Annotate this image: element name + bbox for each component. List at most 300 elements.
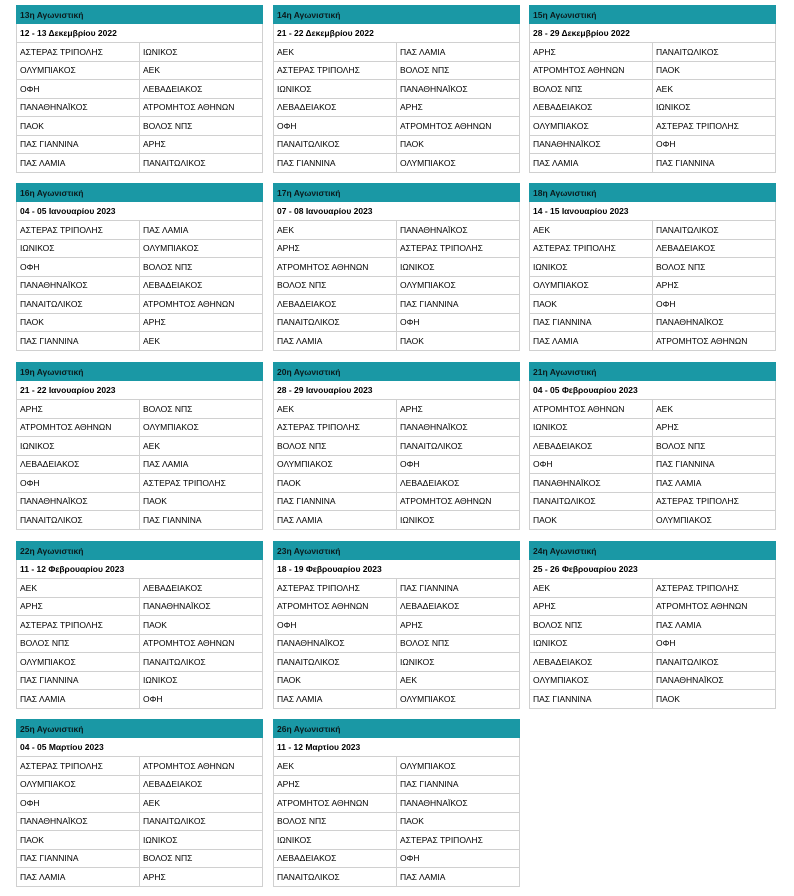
home-team: ΒΟΛΟΣ ΝΠΣ bbox=[17, 634, 140, 653]
match-row bbox=[17, 418, 263, 437]
match-row bbox=[274, 634, 520, 653]
round-date: 07 - 08 Ιανουαρίου 2023 bbox=[274, 202, 520, 221]
away-team: ΑΤΡΟΜΗΤΟΣ ΑΘΗΝΩΝ bbox=[140, 98, 263, 117]
match-row bbox=[17, 474, 263, 493]
away-team: ΑΕΚ bbox=[653, 400, 776, 419]
away-team: ΠΑΣ ΛΑΜΙΑ bbox=[397, 43, 520, 62]
away-team: ΠΑΝΑΘΗΝΑΪΚΟΣ bbox=[397, 794, 520, 813]
match-row bbox=[17, 437, 263, 456]
home-team: ΑΡΗΣ bbox=[530, 43, 653, 62]
match-row bbox=[17, 831, 263, 850]
home-team: ΑΣΤΕΡΑΣ ΤΡΙΠΟΛΗΣ bbox=[17, 616, 140, 635]
home-team: ΑΣΤΕΡΑΣ ΤΡΙΠΟΛΗΣ bbox=[17, 221, 140, 240]
match-row bbox=[274, 313, 520, 332]
home-team: ΟΦΗ bbox=[17, 794, 140, 813]
match-row bbox=[530, 690, 776, 709]
match-row bbox=[274, 775, 520, 794]
home-team: ΠΑΝΑΘΗΝΑΪΚΟΣ bbox=[17, 98, 140, 117]
home-team: ΛΕΒΑΔΕΙΑΚΟΣ bbox=[17, 455, 140, 474]
away-team: ΒΟΛΟΣ ΝΠΣ bbox=[140, 849, 263, 868]
round-title: 26η Αγωνιστική bbox=[274, 720, 520, 738]
home-team: ΟΦΗ bbox=[274, 616, 397, 635]
away-team: ΠΑΝΑΙΤΩΛΙΚΟΣ bbox=[140, 154, 263, 173]
home-team: ΑΤΡΟΜΗΤΟΣ ΑΘΗΝΩΝ bbox=[17, 418, 140, 437]
home-team: ΠΑΟΚ bbox=[17, 117, 140, 136]
match-row bbox=[17, 757, 263, 776]
home-team: ΑΕΚ bbox=[530, 579, 653, 598]
home-team: ΙΩΝΙΚΟΣ bbox=[17, 239, 140, 258]
home-team: ΒΟΛΟΣ ΝΠΣ bbox=[530, 616, 653, 635]
away-team: ΠΑΝΑΘΗΝΑΪΚΟΣ bbox=[397, 418, 520, 437]
home-team: ΠΑΝΑΘΗΝΑΪΚΟΣ bbox=[17, 276, 140, 295]
home-team: ΟΦΗ bbox=[17, 80, 140, 99]
match-row bbox=[274, 492, 520, 511]
away-team: ΒΟΛΟΣ ΝΠΣ bbox=[653, 437, 776, 456]
match-row bbox=[17, 276, 263, 295]
round-date: 28 - 29 Ιανουαρίου 2023 bbox=[274, 381, 520, 400]
away-team: ΠΑΟΚ bbox=[140, 616, 263, 635]
home-team: ΠΑΣ ΛΑΜΙΑ bbox=[274, 690, 397, 709]
match-row bbox=[274, 239, 520, 258]
home-team: ΟΛΥΜΠΙΑΚΟΣ bbox=[530, 671, 653, 690]
away-team: ΠΑΝΑΘΗΝΑΪΚΟΣ bbox=[140, 597, 263, 616]
away-team: ΠΑΟΚ bbox=[653, 690, 776, 709]
home-team: ΟΛΥΜΠΙΑΚΟΣ bbox=[530, 276, 653, 295]
away-team: ΟΛΥΜΠΙΑΚΟΣ bbox=[397, 690, 520, 709]
match-row bbox=[274, 437, 520, 456]
match-row bbox=[530, 295, 776, 314]
round-title: 21η Αγωνιστική bbox=[530, 363, 776, 381]
match-row bbox=[530, 221, 776, 240]
home-team: ΑΤΡΟΜΗΤΟΣ ΑΘΗΝΩΝ bbox=[530, 61, 653, 80]
round-title: 19η Αγωνιστική bbox=[17, 363, 263, 381]
round-table bbox=[16, 183, 263, 351]
home-team: ΟΦΗ bbox=[530, 455, 653, 474]
home-team: ΛΕΒΑΔΕΙΑΚΟΣ bbox=[530, 653, 653, 672]
home-team: ΠΑΣ ΛΑΜΙΑ bbox=[274, 332, 397, 351]
away-team: ΛΕΒΑΔΕΙΑΚΟΣ bbox=[140, 579, 263, 598]
away-team: ΑΡΗΣ bbox=[397, 98, 520, 117]
match-row bbox=[274, 61, 520, 80]
match-row bbox=[530, 671, 776, 690]
away-team: ΑΡΗΣ bbox=[397, 616, 520, 635]
away-team: ΠΑΝΑΙΤΩΛΙΚΟΣ bbox=[653, 653, 776, 672]
away-team: ΑΡΗΣ bbox=[653, 418, 776, 437]
home-team: ΒΟΛΟΣ ΝΠΣ bbox=[530, 80, 653, 99]
home-team: ΠΑΣ ΛΑΜΙΑ bbox=[17, 868, 140, 887]
round-date: 11 - 12 Φεβρουαρίου 2023 bbox=[17, 560, 263, 579]
home-team: ΛΕΒΑΔΕΙΑΚΟΣ bbox=[530, 98, 653, 117]
away-team: ΟΛΥΜΠΙΑΚΟΣ bbox=[397, 276, 520, 295]
match-row bbox=[530, 98, 776, 117]
round-title: 15η Αγωνιστική bbox=[530, 6, 776, 24]
round-title: 16η Αγωνιστική bbox=[17, 184, 263, 202]
home-team: ΛΕΒΑΔΕΙΑΚΟΣ bbox=[274, 849, 397, 868]
home-team: ΑΤΡΟΜΗΤΟΣ ΑΘΗΝΩΝ bbox=[274, 258, 397, 277]
away-team: ΒΟΛΟΣ ΝΠΣ bbox=[140, 258, 263, 277]
away-team: ΙΩΝΙΚΟΣ bbox=[140, 43, 263, 62]
round-title: 13η Αγωνιστική bbox=[17, 6, 263, 24]
match-row bbox=[17, 221, 263, 240]
away-team: ΑΣΤΕΡΑΣ ΤΡΙΠΟΛΗΣ bbox=[140, 474, 263, 493]
match-row bbox=[530, 437, 776, 456]
match-row bbox=[274, 831, 520, 850]
away-team: ΒΟΛΟΣ ΝΠΣ bbox=[140, 400, 263, 419]
away-team: ΛΕΒΑΔΕΙΑΚΟΣ bbox=[653, 239, 776, 258]
match-row bbox=[17, 80, 263, 99]
match-row bbox=[274, 43, 520, 62]
match-row bbox=[17, 616, 263, 635]
away-team: ΙΩΝΙΚΟΣ bbox=[397, 258, 520, 277]
away-team: ΛΕΒΑΔΕΙΑΚΟΣ bbox=[397, 474, 520, 493]
match-row bbox=[17, 579, 263, 598]
match-row bbox=[530, 61, 776, 80]
home-team: ΑΣΤΕΡΑΣ ΤΡΙΠΟΛΗΣ bbox=[17, 757, 140, 776]
round-table bbox=[273, 541, 520, 709]
round-date: 04 - 05 Φεβρουαρίου 2023 bbox=[530, 381, 776, 400]
match-row bbox=[17, 653, 263, 672]
match-row bbox=[530, 313, 776, 332]
away-team: ΑΤΡΟΜΗΤΟΣ ΑΘΗΝΩΝ bbox=[140, 634, 263, 653]
match-row bbox=[274, 221, 520, 240]
home-team: ΠΑΟΚ bbox=[274, 671, 397, 690]
home-team: ΠΑΟΚ bbox=[274, 474, 397, 493]
match-row bbox=[530, 616, 776, 635]
home-team: ΙΩΝΙΚΟΣ bbox=[17, 437, 140, 456]
match-row bbox=[17, 597, 263, 616]
away-team: ΑΣΤΕΡΑΣ ΤΡΙΠΟΛΗΣ bbox=[397, 239, 520, 258]
home-team: ΠΑΝΑΙΤΩΛΙΚΟΣ bbox=[17, 511, 140, 530]
away-team: ΑΣΤΕΡΑΣ ΤΡΙΠΟΛΗΣ bbox=[653, 117, 776, 136]
home-team: ΠΑΝΑΘΗΝΑΪΚΟΣ bbox=[530, 474, 653, 493]
home-team: ΑΕΚ bbox=[530, 221, 653, 240]
home-team: ΑΕΚ bbox=[274, 757, 397, 776]
away-team: ΑΣΤΕΡΑΣ ΤΡΙΠΟΛΗΣ bbox=[397, 831, 520, 850]
round-table bbox=[16, 5, 263, 173]
away-team: ΑΕΚ bbox=[397, 671, 520, 690]
match-row bbox=[17, 511, 263, 530]
match-row bbox=[274, 511, 520, 530]
match-row bbox=[274, 276, 520, 295]
home-team: ΑΡΗΣ bbox=[530, 597, 653, 616]
match-row bbox=[17, 400, 263, 419]
home-team: ΠΑΣ ΓΙΑΝΝΙΝΑ bbox=[274, 154, 397, 173]
home-team: ΒΟΛΟΣ ΝΠΣ bbox=[274, 812, 397, 831]
home-team: ΒΟΛΟΣ ΝΠΣ bbox=[274, 276, 397, 295]
match-row bbox=[530, 154, 776, 173]
home-team: ΟΦΗ bbox=[274, 117, 397, 136]
home-team: ΑΡΗΣ bbox=[17, 400, 140, 419]
away-team: ΟΛΥΜΠΙΑΚΟΣ bbox=[140, 239, 263, 258]
away-team: ΑΕΚ bbox=[653, 80, 776, 99]
match-row bbox=[530, 492, 776, 511]
home-team: ΟΛΥΜΠΙΑΚΟΣ bbox=[17, 653, 140, 672]
match-row bbox=[17, 117, 263, 136]
match-row bbox=[530, 597, 776, 616]
away-team: ΑΤΡΟΜΗΤΟΣ ΑΘΗΝΩΝ bbox=[140, 757, 263, 776]
away-team: ΠΑΣ ΓΙΑΝΝΙΝΑ bbox=[397, 579, 520, 598]
match-row bbox=[530, 135, 776, 154]
away-team: ΠΑΣ ΓΙΑΝΝΙΝΑ bbox=[140, 511, 263, 530]
match-row bbox=[530, 653, 776, 672]
away-team: ΠΑΟΚ bbox=[397, 332, 520, 351]
round-table bbox=[529, 183, 776, 351]
match-row bbox=[17, 313, 263, 332]
away-team: ΛΕΒΑΔΕΙΑΚΟΣ bbox=[397, 597, 520, 616]
match-row bbox=[17, 295, 263, 314]
match-row bbox=[17, 671, 263, 690]
away-team: ΟΦΗ bbox=[653, 634, 776, 653]
home-team: ΛΕΒΑΔΕΙΑΚΟΣ bbox=[274, 98, 397, 117]
home-team: ΠΑΝΑΙΤΩΛΙΚΟΣ bbox=[274, 653, 397, 672]
match-row bbox=[530, 332, 776, 351]
match-row bbox=[530, 258, 776, 277]
match-row bbox=[274, 455, 520, 474]
home-team: ΑΕΚ bbox=[17, 579, 140, 598]
away-team: ΛΕΒΑΔΕΙΑΚΟΣ bbox=[140, 80, 263, 99]
match-row bbox=[274, 757, 520, 776]
home-team: ΟΦΗ bbox=[17, 474, 140, 493]
round-title: 24η Αγωνιστική bbox=[530, 542, 776, 560]
home-team: ΠΑΣ ΛΑΜΙΑ bbox=[530, 332, 653, 351]
round-table bbox=[529, 5, 776, 173]
away-team: ΑΤΡΟΜΗΤΟΣ ΑΘΗΝΩΝ bbox=[397, 117, 520, 136]
away-team: ΠΑΣ ΛΑΜΙΑ bbox=[653, 474, 776, 493]
match-row bbox=[274, 154, 520, 173]
home-team: ΟΛΥΜΠΙΑΚΟΣ bbox=[274, 455, 397, 474]
away-team: ΠΑΟΚ bbox=[653, 61, 776, 80]
match-row bbox=[530, 80, 776, 99]
round-date: 21 - 22 Ιανουαρίου 2023 bbox=[17, 381, 263, 400]
match-row bbox=[274, 812, 520, 831]
match-row bbox=[274, 671, 520, 690]
away-team: ΟΦΗ bbox=[397, 455, 520, 474]
home-team: ΑΣΤΕΡΑΣ ΤΡΙΠΟΛΗΣ bbox=[274, 61, 397, 80]
away-team: ΑΡΗΣ bbox=[397, 400, 520, 419]
round-date: 21 - 22 Δεκεμβρίου 2022 bbox=[274, 24, 520, 43]
match-row bbox=[274, 418, 520, 437]
home-team: ΠΑΣ ΓΙΑΝΝΙΝΑ bbox=[274, 492, 397, 511]
away-team: ΑΣΤΕΡΑΣ ΤΡΙΠΟΛΗΣ bbox=[653, 579, 776, 598]
home-team: ΑΤΡΟΜΗΤΟΣ ΑΘΗΝΩΝ bbox=[274, 794, 397, 813]
home-team: ΠΑΝΑΙΤΩΛΙΚΟΣ bbox=[274, 313, 397, 332]
away-team: ΑΡΗΣ bbox=[140, 868, 263, 887]
away-team: ΑΡΗΣ bbox=[653, 276, 776, 295]
away-team: ΠΑΟΚ bbox=[397, 812, 520, 831]
home-team: ΠΑΟΚ bbox=[17, 313, 140, 332]
home-team: ΟΛΥΜΠΙΑΚΟΣ bbox=[17, 61, 140, 80]
match-row bbox=[17, 455, 263, 474]
match-row bbox=[274, 98, 520, 117]
away-team: ΠΑΣ ΛΑΜΙΑ bbox=[397, 868, 520, 887]
away-team: ΟΦΗ bbox=[397, 849, 520, 868]
round-date: 04 - 05 Ιανουαρίου 2023 bbox=[17, 202, 263, 221]
away-team: ΠΑΟΚ bbox=[140, 492, 263, 511]
home-team: ΠΑΣ ΓΙΑΝΝΙΝΑ bbox=[17, 332, 140, 351]
match-row bbox=[274, 690, 520, 709]
away-team: ΠΑΝΑΙΤΩΛΙΚΟΣ bbox=[140, 812, 263, 831]
home-team: ΠΑΝΑΘΗΝΑΪΚΟΣ bbox=[530, 135, 653, 154]
home-team: ΠΑΣ ΓΙΑΝΝΙΝΑ bbox=[17, 135, 140, 154]
away-team: ΟΛΥΜΠΙΑΚΟΣ bbox=[140, 418, 263, 437]
away-team: ΑΕΚ bbox=[140, 437, 263, 456]
match-row bbox=[530, 239, 776, 258]
round-date: 04 - 05 Μαρτίου 2023 bbox=[17, 738, 263, 757]
home-team: ΠΑΟΚ bbox=[17, 831, 140, 850]
home-team: ΙΩΝΙΚΟΣ bbox=[530, 258, 653, 277]
away-team: ΑΡΗΣ bbox=[140, 313, 263, 332]
away-team: ΛΕΒΑΔΕΙΑΚΟΣ bbox=[140, 775, 263, 794]
match-row bbox=[530, 418, 776, 437]
away-team: ΑΤΡΟΜΗΤΟΣ ΑΘΗΝΩΝ bbox=[140, 295, 263, 314]
match-row bbox=[17, 332, 263, 351]
round-table bbox=[16, 362, 263, 530]
round-table bbox=[529, 541, 776, 709]
home-team: ΙΩΝΙΚΟΣ bbox=[274, 831, 397, 850]
away-team: ΠΑΝΑΘΗΝΑΪΚΟΣ bbox=[397, 80, 520, 99]
match-row bbox=[530, 43, 776, 62]
match-row bbox=[17, 258, 263, 277]
match-row bbox=[274, 474, 520, 493]
home-team: ΑΡΗΣ bbox=[274, 775, 397, 794]
match-row bbox=[274, 135, 520, 154]
match-row bbox=[530, 455, 776, 474]
round-table bbox=[16, 719, 263, 887]
home-team: ΛΕΒΑΔΕΙΑΚΟΣ bbox=[530, 437, 653, 456]
match-row bbox=[530, 276, 776, 295]
home-team: ΛΕΒΑΔΕΙΑΚΟΣ bbox=[274, 295, 397, 314]
home-team: ΠΑΝΑΙΤΩΛΙΚΟΣ bbox=[274, 135, 397, 154]
round-date: 12 - 13 Δεκεμβρίου 2022 bbox=[17, 24, 263, 43]
home-team: ΠΑΣ ΓΙΑΝΝΙΝΑ bbox=[17, 671, 140, 690]
home-team: ΙΩΝΙΚΟΣ bbox=[530, 418, 653, 437]
round-table bbox=[16, 541, 263, 709]
round-table bbox=[273, 362, 520, 530]
away-team: ΠΑΟΚ bbox=[397, 135, 520, 154]
away-team: ΟΦΗ bbox=[140, 690, 263, 709]
home-team: ΠΑΝΑΙΤΩΛΙΚΟΣ bbox=[530, 492, 653, 511]
match-row bbox=[17, 61, 263, 80]
away-team: ΙΩΝΙΚΟΣ bbox=[140, 831, 263, 850]
round-date: 25 - 26 Φεβρουαρίου 2023 bbox=[530, 560, 776, 579]
match-row bbox=[17, 634, 263, 653]
match-row bbox=[530, 511, 776, 530]
away-team: ΠΑΝΑΘΗΝΑΪΚΟΣ bbox=[397, 221, 520, 240]
home-team: ΟΦΗ bbox=[17, 258, 140, 277]
match-row bbox=[274, 868, 520, 887]
match-row bbox=[17, 135, 263, 154]
home-team: ΠΑΟΚ bbox=[530, 511, 653, 530]
away-team: ΠΑΣ ΓΙΑΝΝΙΝΑ bbox=[653, 154, 776, 173]
away-team: ΑΤΡΟΜΗΤΟΣ ΑΘΗΝΩΝ bbox=[653, 597, 776, 616]
round-title: 14η Αγωνιστική bbox=[274, 6, 520, 24]
home-team: ΑΕΚ bbox=[274, 43, 397, 62]
match-row bbox=[530, 474, 776, 493]
away-team: ΠΑΝΑΘΗΝΑΪΚΟΣ bbox=[653, 671, 776, 690]
home-team: ΠΑΣ ΛΑΜΙΑ bbox=[530, 154, 653, 173]
match-row bbox=[530, 634, 776, 653]
home-team: ΙΩΝΙΚΟΣ bbox=[530, 634, 653, 653]
away-team: ΙΩΝΙΚΟΣ bbox=[397, 511, 520, 530]
round-table bbox=[529, 362, 776, 530]
home-team: ΑΣΤΕΡΑΣ ΤΡΙΠΟΛΗΣ bbox=[17, 43, 140, 62]
match-row bbox=[17, 98, 263, 117]
away-team: ΠΑΝΑΘΗΝΑΪΚΟΣ bbox=[653, 313, 776, 332]
round-table bbox=[273, 183, 520, 351]
home-team: ΑΡΗΣ bbox=[274, 239, 397, 258]
match-row bbox=[274, 849, 520, 868]
away-team: ΒΟΛΟΣ ΝΠΣ bbox=[397, 61, 520, 80]
match-row bbox=[530, 400, 776, 419]
away-team: ΟΦΗ bbox=[653, 295, 776, 314]
home-team: ΒΟΛΟΣ ΝΠΣ bbox=[274, 437, 397, 456]
away-team: ΑΡΗΣ bbox=[140, 135, 263, 154]
away-team: ΠΑΝΑΙΤΩΛΙΚΟΣ bbox=[653, 221, 776, 240]
home-team: ΠΑΝΑΘΗΝΑΪΚΟΣ bbox=[274, 634, 397, 653]
away-team: ΠΑΣ ΛΑΜΙΑ bbox=[653, 616, 776, 635]
match-row bbox=[17, 868, 263, 887]
match-row bbox=[17, 849, 263, 868]
away-team: ΠΑΣ ΛΑΜΙΑ bbox=[140, 455, 263, 474]
round-title: 20η Αγωνιστική bbox=[274, 363, 520, 381]
match-row bbox=[530, 579, 776, 598]
home-team: ΑΤΡΟΜΗΤΟΣ ΑΘΗΝΩΝ bbox=[530, 400, 653, 419]
away-team: ΑΤΡΟΜΗΤΟΣ ΑΘΗΝΩΝ bbox=[653, 332, 776, 351]
round-title: 17η Αγωνιστική bbox=[274, 184, 520, 202]
match-row bbox=[274, 258, 520, 277]
match-row bbox=[274, 579, 520, 598]
home-team: ΑΕΚ bbox=[274, 400, 397, 419]
home-team: ΑΕΚ bbox=[274, 221, 397, 240]
match-row bbox=[17, 239, 263, 258]
home-team: ΠΑΣ ΓΙΑΝΝΙΝΑ bbox=[530, 313, 653, 332]
match-row bbox=[17, 43, 263, 62]
match-row bbox=[17, 794, 263, 813]
home-team: ΠΑΣ ΓΙΑΝΝΙΝΑ bbox=[530, 690, 653, 709]
away-team: ΒΟΛΟΣ ΝΠΣ bbox=[653, 258, 776, 277]
round-date: 18 - 19 Φεβρουαρίου 2023 bbox=[274, 560, 520, 579]
away-team: ΟΛΥΜΠΙΑΚΟΣ bbox=[397, 757, 520, 776]
away-team: ΑΣΤΕΡΑΣ ΤΡΙΠΟΛΗΣ bbox=[653, 492, 776, 511]
match-row bbox=[274, 653, 520, 672]
match-row bbox=[17, 154, 263, 173]
home-team: ΠΑΝΑΘΗΝΑΪΚΟΣ bbox=[17, 812, 140, 831]
away-team: ΟΛΥΜΠΙΑΚΟΣ bbox=[653, 511, 776, 530]
round-table bbox=[273, 5, 520, 173]
match-row bbox=[274, 295, 520, 314]
away-team: ΠΑΣ ΛΑΜΙΑ bbox=[140, 221, 263, 240]
round-title: 25η Αγωνιστική bbox=[17, 720, 263, 738]
away-team: ΠΑΣ ΓΙΑΝΝΙΝΑ bbox=[397, 295, 520, 314]
away-team: ΒΟΛΟΣ ΝΠΣ bbox=[140, 117, 263, 136]
home-team: ΑΤΡΟΜΗΤΟΣ ΑΘΗΝΩΝ bbox=[274, 597, 397, 616]
match-row bbox=[17, 775, 263, 794]
home-team: ΑΣΤΕΡΑΣ ΤΡΙΠΟΛΗΣ bbox=[530, 239, 653, 258]
round-table bbox=[273, 719, 520, 887]
away-team: ΠΑΝΑΙΤΩΛΙΚΟΣ bbox=[140, 653, 263, 672]
home-team: ΑΣΤΕΡΑΣ ΤΡΙΠΟΛΗΣ bbox=[274, 418, 397, 437]
home-team: ΠΑΝΑΙΤΩΛΙΚΟΣ bbox=[274, 868, 397, 887]
match-row bbox=[274, 332, 520, 351]
away-team: ΒΟΛΟΣ ΝΠΣ bbox=[397, 634, 520, 653]
away-team: ΙΩΝΙΚΟΣ bbox=[140, 671, 263, 690]
home-team: ΑΣΤΕΡΑΣ ΤΡΙΠΟΛΗΣ bbox=[274, 579, 397, 598]
match-row bbox=[274, 616, 520, 635]
round-title: 18η Αγωνιστική bbox=[530, 184, 776, 202]
round-date: 28 - 29 Δεκεμβρίου 2022 bbox=[530, 24, 776, 43]
home-team: ΠΑΣ ΛΑΜΙΑ bbox=[17, 154, 140, 173]
match-row bbox=[274, 794, 520, 813]
